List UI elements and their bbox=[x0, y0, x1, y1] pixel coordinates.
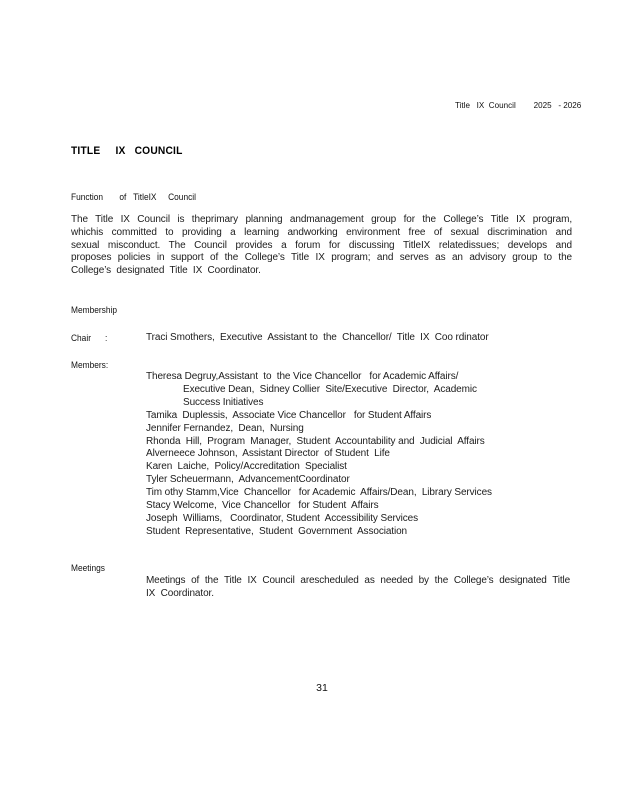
member-item: Rhonda Hill, Program Manager, Student Accountability and Judicial Affairs bbox=[146, 435, 485, 447]
member-item: Tamika Duplessis, Associate Vice Chancellor for Student Affairs bbox=[146, 409, 432, 421]
page-title: TITLE IX COUNCIL bbox=[71, 145, 183, 157]
member-item: Alverneece Johnson, Assistant Director of Student Life bbox=[146, 448, 390, 460]
function-heading: Function of TitleIX Council bbox=[71, 192, 197, 203]
meetings-heading: Meetings bbox=[71, 563, 105, 574]
meetings-line: IX Coordinator. bbox=[146, 587, 214, 599]
meetings-line: Meetings of the Title IX Council arescheduled as needed by the College’s designated Title bbox=[146, 575, 570, 586]
function-paragraph bbox=[71, 214, 572, 278]
paragraph-line: whichis committed to providing a learning andworking environment free of sexual discrimination and bbox=[71, 226, 572, 238]
member-item-continuation: Executive Dean, Sidney Collier Site/Executive Director, Academic bbox=[183, 383, 477, 395]
members-heading: Members: bbox=[71, 360, 109, 371]
member-item: Tyler Scheuermann, AdvancementCoordinator bbox=[146, 474, 350, 486]
members-list bbox=[146, 371, 492, 539]
paragraph-line: sexual misconduct. The Council provides a forum for discussing TitleIX relatedissues; develops and bbox=[71, 239, 572, 251]
meetings-paragraph bbox=[146, 575, 570, 601]
member-item: Joseph Williams, Coordinator, Student Accessibility Services bbox=[146, 512, 419, 524]
member-item: Stacy Welcome, Vice Chancellor for Student Affairs bbox=[146, 500, 379, 512]
page-number: 31 bbox=[316, 682, 328, 694]
member-item: Tim othy Stamm,Vice Chancellor for Academic Affairs/Dean, Library Services bbox=[146, 487, 492, 499]
paragraph-line: The Title IX Council is theprimary planning andmanagement group for the College’s Title IX program, bbox=[71, 214, 572, 225]
member-item: Theresa Degruy,Assistant to the Vice Chancellor for Academic Affairs/ bbox=[146, 371, 459, 382]
member-item: Jennifer Fernandez, Dean, Nursing bbox=[146, 422, 304, 434]
running-header: Title IX Council 2025 - 2026 bbox=[455, 100, 582, 110]
member-item: Karen Laiche, Policy/Accreditation Specialist bbox=[146, 461, 347, 473]
member-item-continuation: Success Initiatives bbox=[183, 396, 264, 408]
chair-label: Chair bbox=[71, 333, 91, 344]
member-item: Student Representative, Student Government Association bbox=[146, 525, 408, 537]
paragraph-line: College’s designated Title IX Coordinator. bbox=[71, 265, 261, 277]
chair-value: Traci Smothers, Executive Assistant to the Chancellor/ Title IX Coo rdinator bbox=[146, 332, 489, 343]
membership-heading: Membership bbox=[71, 305, 118, 316]
chair-colon: : bbox=[105, 333, 108, 344]
paragraph-line: proposes policies in support of the College’s Title IX program; and serves as an advisory group to the bbox=[71, 252, 572, 264]
